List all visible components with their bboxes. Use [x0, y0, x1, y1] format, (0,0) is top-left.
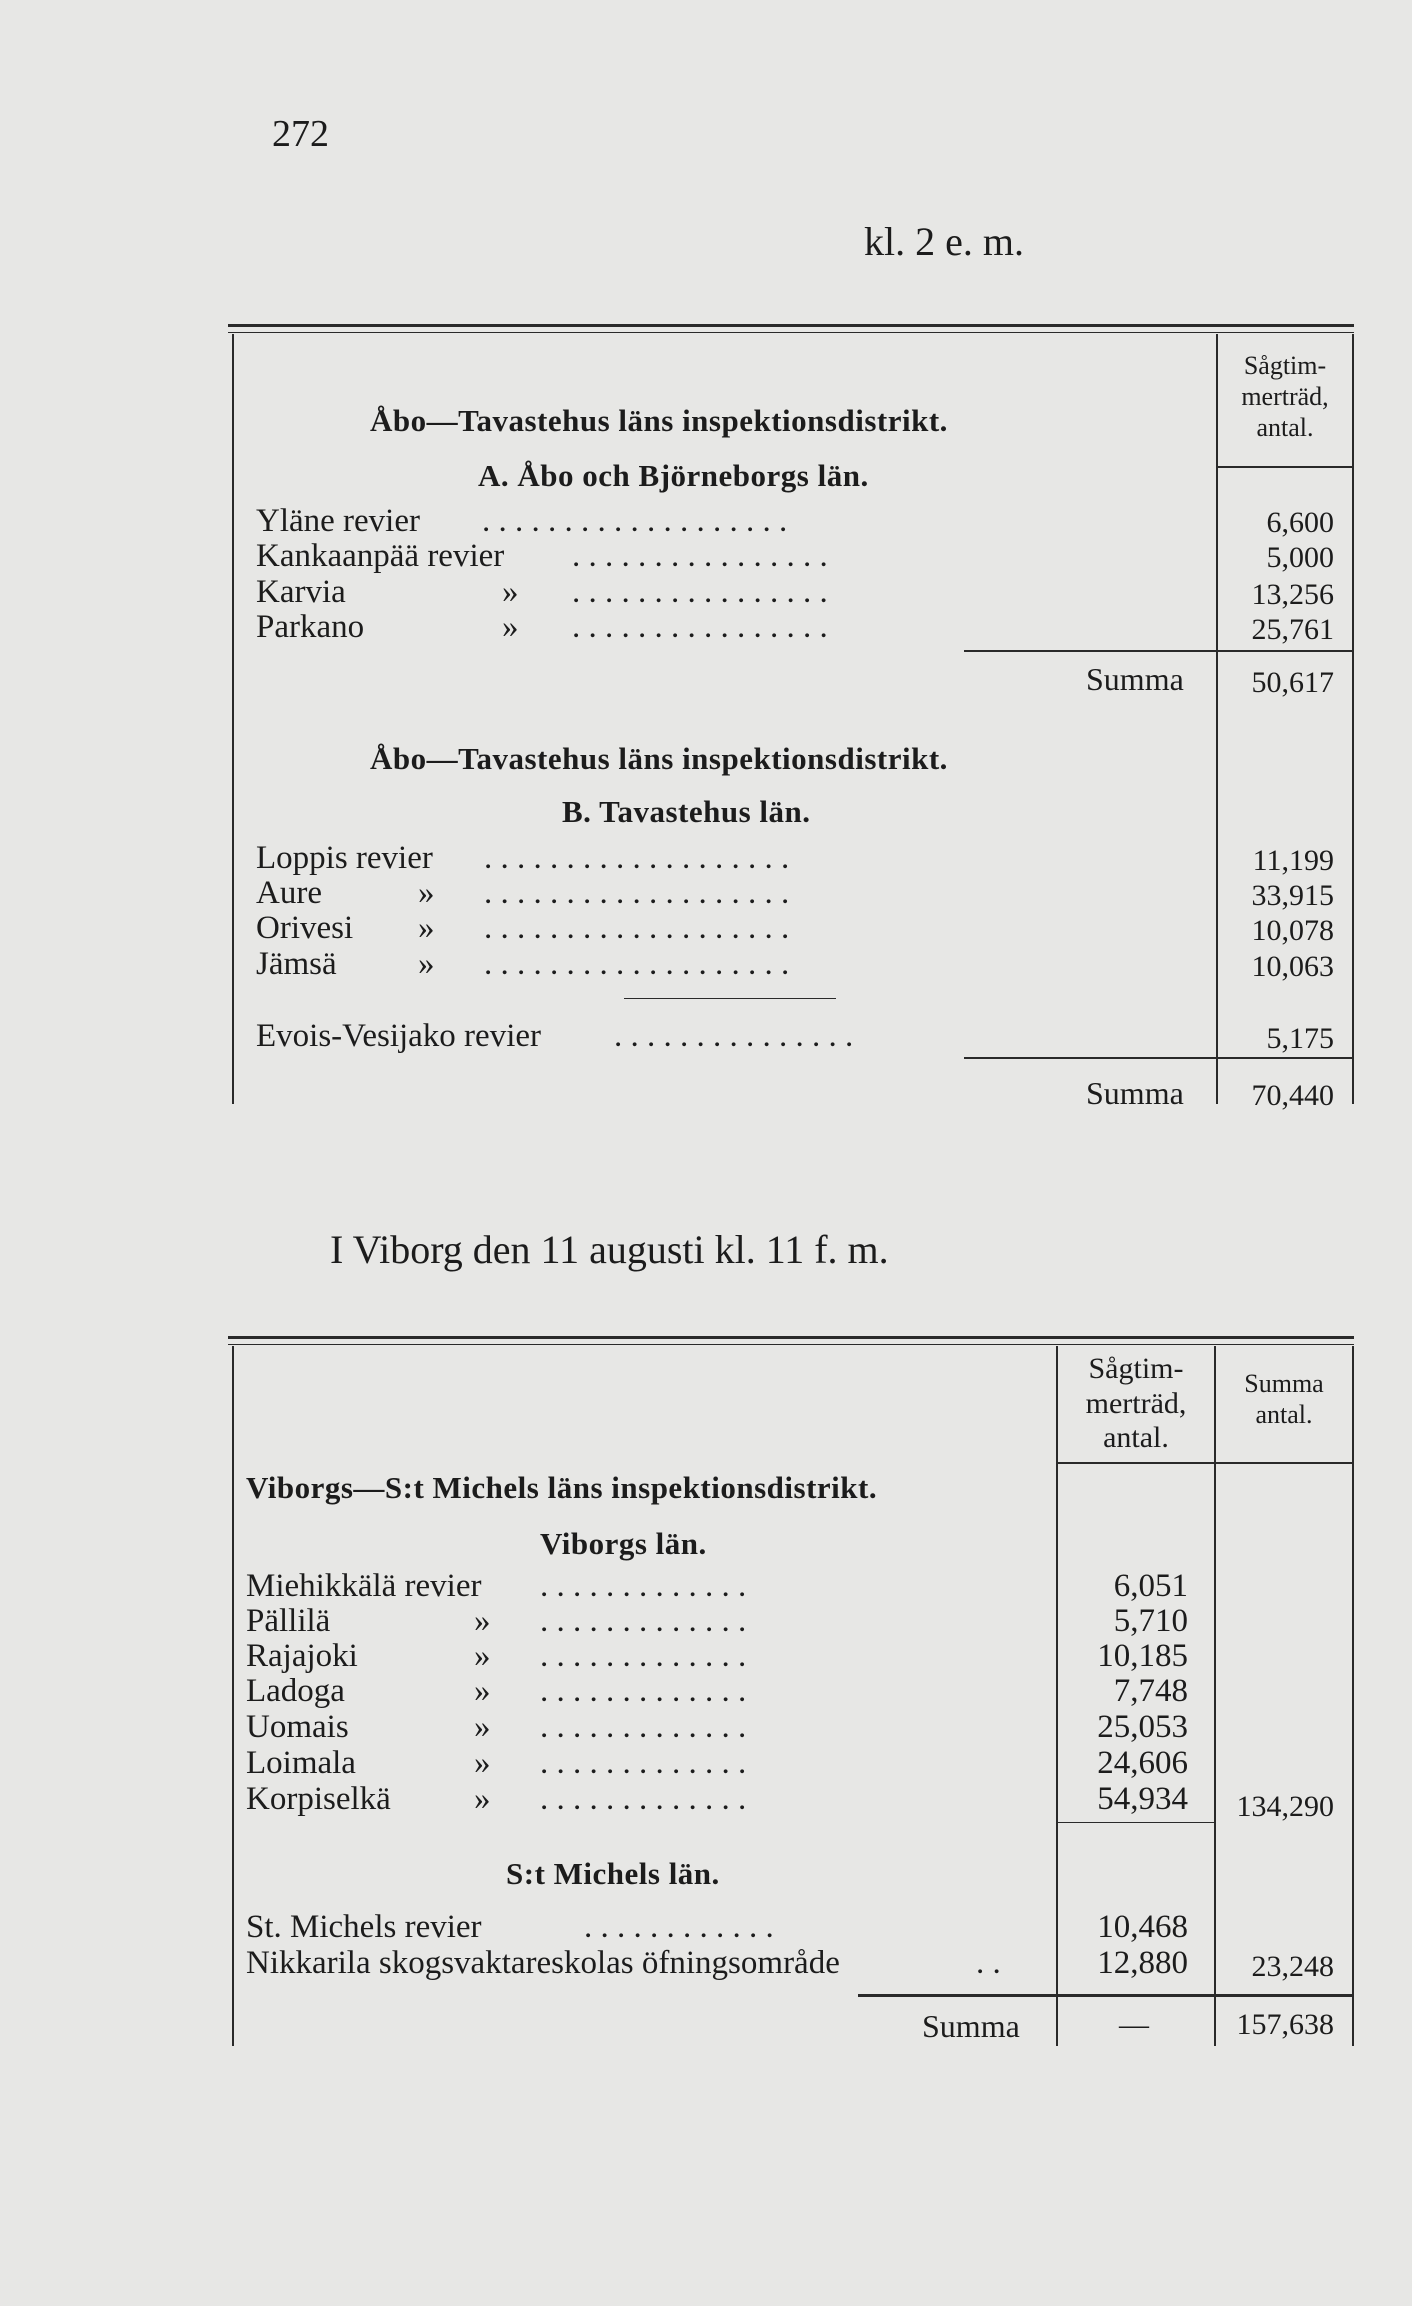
table-row	[256, 609, 364, 646]
row-value: 24,606	[1097, 1745, 1188, 1781]
row-name: Orivesi	[256, 910, 354, 946]
table-row	[256, 946, 337, 983]
county-total-st-michels: 23,248	[1251, 1950, 1334, 1983]
table-row	[246, 1909, 482, 1946]
table-top-rule-thin	[228, 1344, 1354, 1345]
table-top-rule-thin	[228, 332, 1354, 333]
row-value: 10,185	[1097, 1638, 1188, 1674]
sub-rule	[624, 998, 836, 999]
row-value: 25,053	[1097, 1709, 1188, 1745]
table-row	[256, 875, 322, 912]
leader-dots: . . . . . . . . . . . . . . . . . . .	[484, 946, 790, 982]
leader-dots: . . . . . . . . . . . . . . . . . . .	[482, 503, 788, 539]
column-header-sagtimmertrad: Sågtim- merträd, antal.	[1085, 1352, 1187, 1454]
table-row	[256, 503, 420, 540]
summa-label: Summa	[922, 2008, 1020, 2044]
table-row	[246, 1709, 349, 1746]
table-row	[246, 1673, 345, 1710]
row-value: 6,600	[1266, 506, 1334, 539]
ditto-mark: »	[474, 1781, 491, 1817]
county-total-viborg: 134,290	[1236, 1790, 1334, 1823]
row-name: Miehikkälä revier	[246, 1568, 482, 1604]
table-row	[256, 538, 504, 575]
leader-dots: . . . . . . . . . . . . .	[540, 1673, 747, 1709]
district-title-viborg: Viborgs—S:t Michels läns inspektionsdistrikt.	[246, 1470, 878, 1505]
county-title-st-michels: S:t Michels län.	[506, 1856, 720, 1891]
table-left-border	[232, 334, 234, 1104]
summa-label: Summa	[1086, 661, 1184, 697]
ditto-mark: »	[418, 946, 435, 982]
summa-total: 157,638	[1236, 2008, 1334, 2041]
ditto-mark: »	[474, 1709, 491, 1745]
leader-dots: . . . . . . . . . . . . .	[540, 1709, 747, 1745]
table-right-border	[1352, 1346, 1354, 2046]
table-top-rule	[228, 324, 1354, 327]
column-divider-2	[1214, 1346, 1216, 2046]
row-value: 13,256	[1251, 578, 1334, 611]
leader-dots: . . . . . . . . . . . . . . . . . . .	[484, 840, 790, 876]
summa-dash: —	[1119, 2008, 1149, 2041]
leader-dots: . . . . . . . . . . . . . . .	[614, 1018, 854, 1054]
table-right-border	[1352, 334, 1354, 1104]
row-name: Loppis revier	[256, 840, 433, 876]
table-row	[246, 1568, 481, 1605]
leader-dots: . . . . . . . . . . . . . . . .	[572, 609, 828, 645]
ditto-mark: »	[474, 1745, 491, 1781]
summa-value: 50,617	[1251, 666, 1334, 699]
column-header-summa: Summa antal.	[1244, 1369, 1324, 1430]
table-row	[246, 1781, 391, 1818]
table-row	[256, 1018, 541, 1055]
summa-value: 70,440	[1251, 1079, 1334, 1112]
leader-dots: . . . . . . . . . . . . . . . . . . .	[484, 875, 790, 911]
subtotal-rule	[1058, 1822, 1214, 1823]
row-name: Rajajoki	[246, 1638, 358, 1674]
row-name: Uomais	[246, 1709, 349, 1745]
row-name: Ladoga	[246, 1673, 345, 1709]
leader-dots: . . . . . . . . . . . . . . . .	[572, 574, 828, 610]
row-name: Evois-Vesijako revier	[256, 1018, 541, 1054]
table-row	[256, 840, 433, 877]
session-heading-viborg: I Viborg den 11 augusti kl. 11 f. m.	[330, 1227, 889, 1272]
row-value: 10,078	[1251, 914, 1334, 947]
row-value: 5,175	[1266, 1022, 1334, 1055]
district-title-a: Åbo—Tavastehus läns inspektionsdistrikt.	[370, 403, 948, 438]
ditto-mark: »	[418, 910, 435, 946]
leader-dots: . . . . . . . . . . . . .	[540, 1781, 747, 1817]
column-divider	[1216, 334, 1218, 1104]
row-name: Yläne revier	[256, 503, 420, 539]
row-name: Pällilä	[246, 1603, 331, 1639]
table-row	[246, 1745, 356, 1782]
ditto-mark: »	[418, 875, 435, 911]
row-name: Aure	[256, 875, 322, 911]
header-underline	[1218, 466, 1352, 468]
county-title-abo-bjorneborg: A. Åbo och Björneborgs län.	[478, 458, 869, 493]
table-row	[256, 910, 353, 947]
sum-rule	[858, 1994, 1352, 1997]
row-value: 54,934	[1097, 1781, 1188, 1817]
table-row	[246, 1603, 330, 1640]
row-value: 10,063	[1251, 950, 1334, 983]
row-value: 5,710	[1113, 1603, 1188, 1639]
column-divider-1	[1056, 1346, 1058, 2046]
summa-label: Summa	[1086, 1075, 1184, 1111]
table-row	[246, 1638, 358, 1675]
table-top-rule	[228, 1336, 1354, 1339]
row-name: St. Michels revier	[246, 1909, 482, 1945]
row-name: Kankaanpää revier	[256, 538, 505, 574]
leader-dots: . .	[976, 1945, 1001, 1981]
ditto-mark: »	[502, 574, 519, 610]
ditto-mark: »	[502, 609, 519, 645]
row-name: Jämsä	[256, 946, 337, 982]
row-name: Parkano	[256, 609, 365, 645]
table-row	[256, 574, 346, 611]
leader-dots: . . . . . . . . . . . . . . . .	[572, 538, 828, 574]
row-value: 6,051	[1113, 1568, 1188, 1604]
table-left-border	[232, 1346, 234, 2046]
county-title-tavastehus: B. Tavastehus län.	[562, 794, 811, 829]
header-underline	[1058, 1462, 1352, 1464]
ditto-mark: »	[474, 1638, 491, 1674]
row-value: 11,199	[1252, 844, 1334, 877]
leader-dots: . . . . . . . . . . . . . . . . . . .	[484, 910, 790, 946]
column-header-sagtimmertrad: Sågtim- merträd, antal.	[1241, 351, 1329, 443]
sum-rule	[964, 650, 1352, 652]
row-value: 25,761	[1251, 613, 1334, 646]
row-value: 10,468	[1097, 1909, 1188, 1945]
table-row	[246, 1945, 840, 1982]
session-heading-afternoon: kl. 2 e. m.	[864, 219, 1024, 264]
leader-dots: . . . . . . . . . . . . .	[540, 1568, 747, 1604]
row-name: Korpiselkä	[246, 1781, 391, 1817]
district-title-b: Åbo—Tavastehus läns inspektionsdistrikt.	[370, 741, 948, 776]
leader-dots: . . . . . . . . . . . .	[584, 1909, 774, 1945]
leader-dots: . . . . . . . . . . . . .	[540, 1745, 747, 1781]
county-title-viborg: Viborgs län.	[540, 1526, 707, 1561]
row-value: 12,880	[1097, 1945, 1188, 1981]
sum-rule	[964, 1057, 1352, 1059]
ditto-mark: »	[474, 1673, 491, 1709]
row-value: 7,748	[1113, 1673, 1188, 1709]
row-value: 5,000	[1266, 541, 1334, 574]
row-name: Nikkarila skogsvaktareskolas öfningsområde	[246, 1945, 840, 1981]
row-name: Karvia	[256, 574, 346, 610]
row-name: Loimala	[246, 1745, 356, 1781]
leader-dots: . . . . . . . . . . . . .	[540, 1638, 747, 1674]
leader-dots: . . . . . . . . . . . . .	[540, 1603, 747, 1639]
ditto-mark: »	[474, 1603, 491, 1639]
page-number: 272	[272, 113, 329, 155]
row-value: 33,915	[1251, 879, 1334, 912]
